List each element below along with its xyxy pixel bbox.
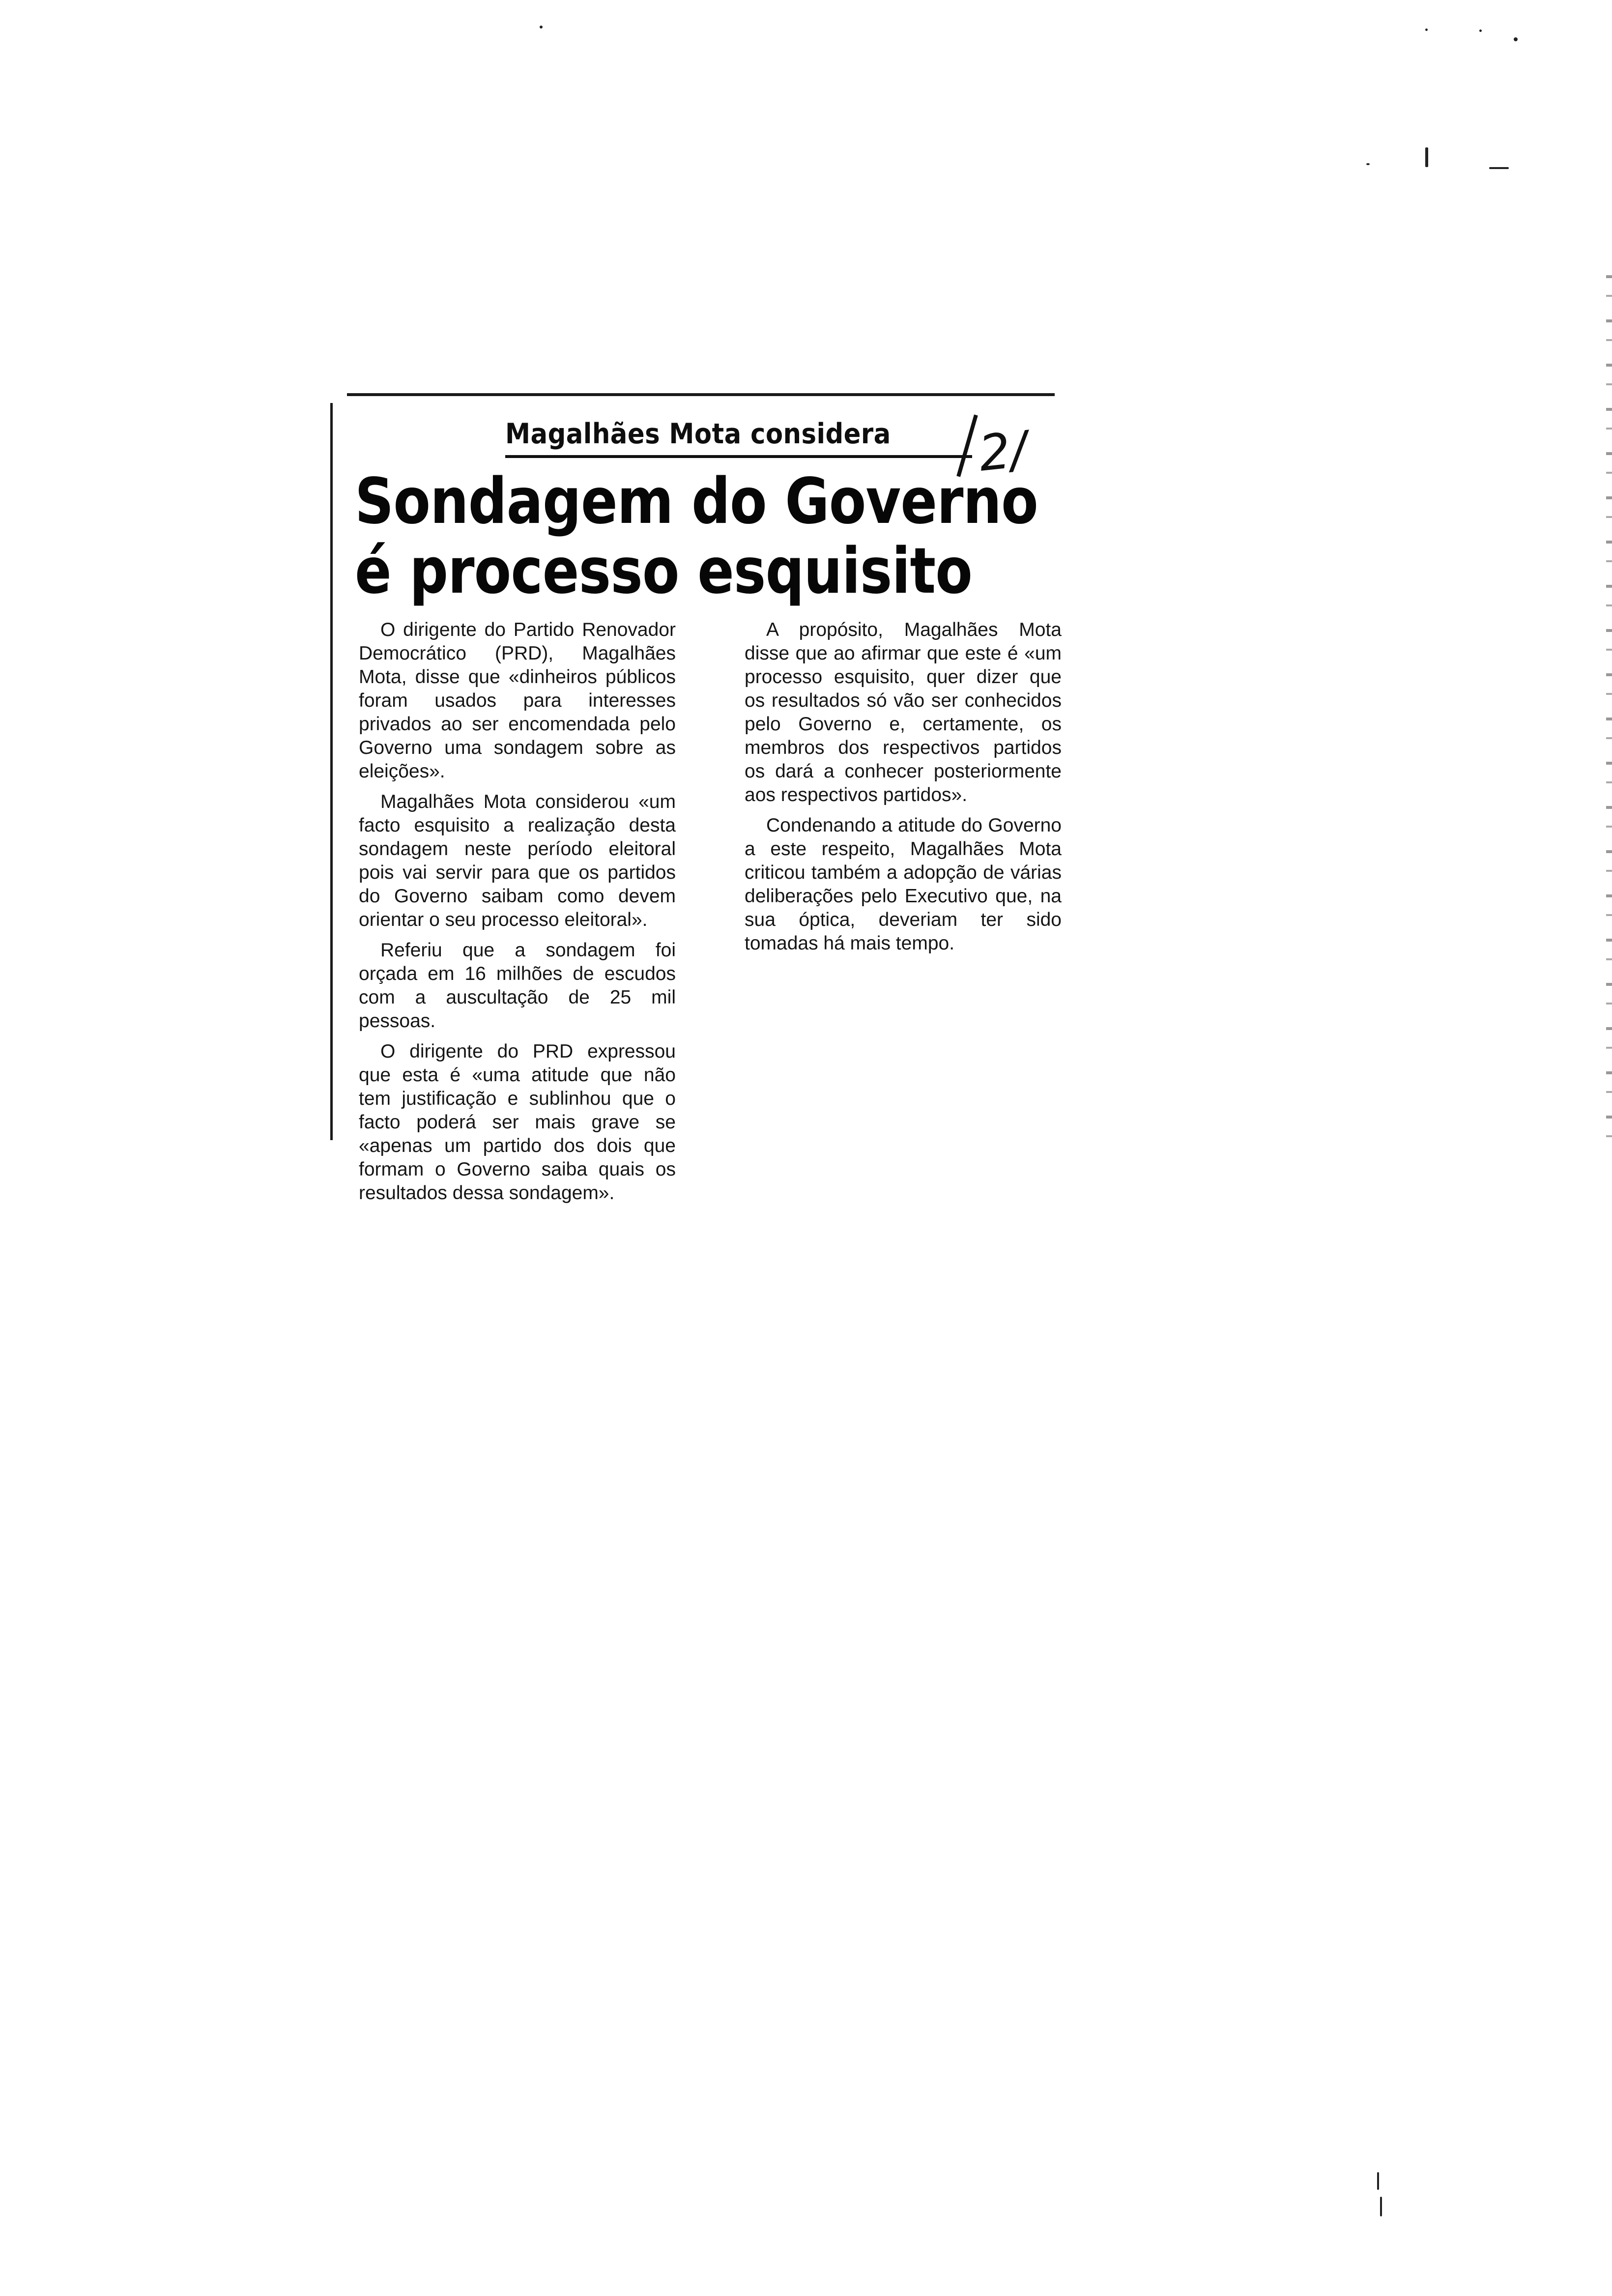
headline-line-1: Sondagem do Governo xyxy=(355,465,1038,538)
article-paragraph: O dirigente do Partido Renovador Democrático (PRD), Magalhães Mota, disse que «dinheiros públicos foram usados para interesses privados ao ser encomendada pelo Governo uma sondagem sobre as eleições». xyxy=(359,619,676,782)
article-paragraph: Referiu que a sondagem foi orçada em 16 milhões de escudos com a auscultação de 25 mil pessoas. xyxy=(359,940,676,1032)
kicker-underline xyxy=(505,455,972,458)
scan-speck xyxy=(1479,29,1482,32)
handwritten-number: 2/ xyxy=(976,420,1030,483)
article-column-right xyxy=(745,618,1062,1205)
scan-speck xyxy=(1380,2197,1382,2216)
article-paragraph: O dirigente do PRD expressou que esta é «uma atitude que não tem justificação e sublinhou que o facto poderá ser mais grave se «apenas um partido dos dois que formam o Governo saiba quais os resultados dessa sondagem». xyxy=(359,1041,676,1204)
scan-speck xyxy=(1377,2172,1379,2190)
article-column-left xyxy=(359,618,676,1205)
article-paragraph: A propósito, Magalhães Mota disse que ao afirmar que este é «um processo esquisito, quer dizer que os resultados só vão ser conhecidos pelo Governo e, certamente, os membros dos respectivos partidos os dará a conhecer posteriormente aos respectivos partidos». xyxy=(745,619,1062,805)
headline-line-2: é processo esquisito xyxy=(355,535,972,608)
article-headline xyxy=(355,467,1067,606)
clipping-top-rule xyxy=(347,393,1055,396)
scan-speck xyxy=(1425,147,1428,167)
scan-speck xyxy=(1489,167,1509,169)
article-paragraph: Condenando a atitude do Governo a este respeito, Magalhães Mota criticou também a adopção de várias deliberações pelo Executivo que, na sua óptica, deveriam ter sido tomadas há mais tempo. xyxy=(745,815,1062,954)
scan-speck xyxy=(1425,29,1428,31)
newspaper-clipping xyxy=(330,393,1062,1204)
scan-speck xyxy=(540,26,543,29)
article-kicker: Magalhães Mota considera xyxy=(505,418,891,450)
scan-speck xyxy=(1366,163,1370,165)
article-paragraph: Magalhães Mota considerou «um facto esquisito a realização desta sondagem neste período eleitoral pois vai servir para que os partidos do Governo saibam como devem orientar o seu processo eleitoral». xyxy=(359,791,676,930)
article-body xyxy=(359,618,1062,1205)
clipping-left-rule xyxy=(330,403,333,1140)
scan-edge-noise xyxy=(1606,275,1612,1160)
scan-speck xyxy=(1514,37,1518,41)
